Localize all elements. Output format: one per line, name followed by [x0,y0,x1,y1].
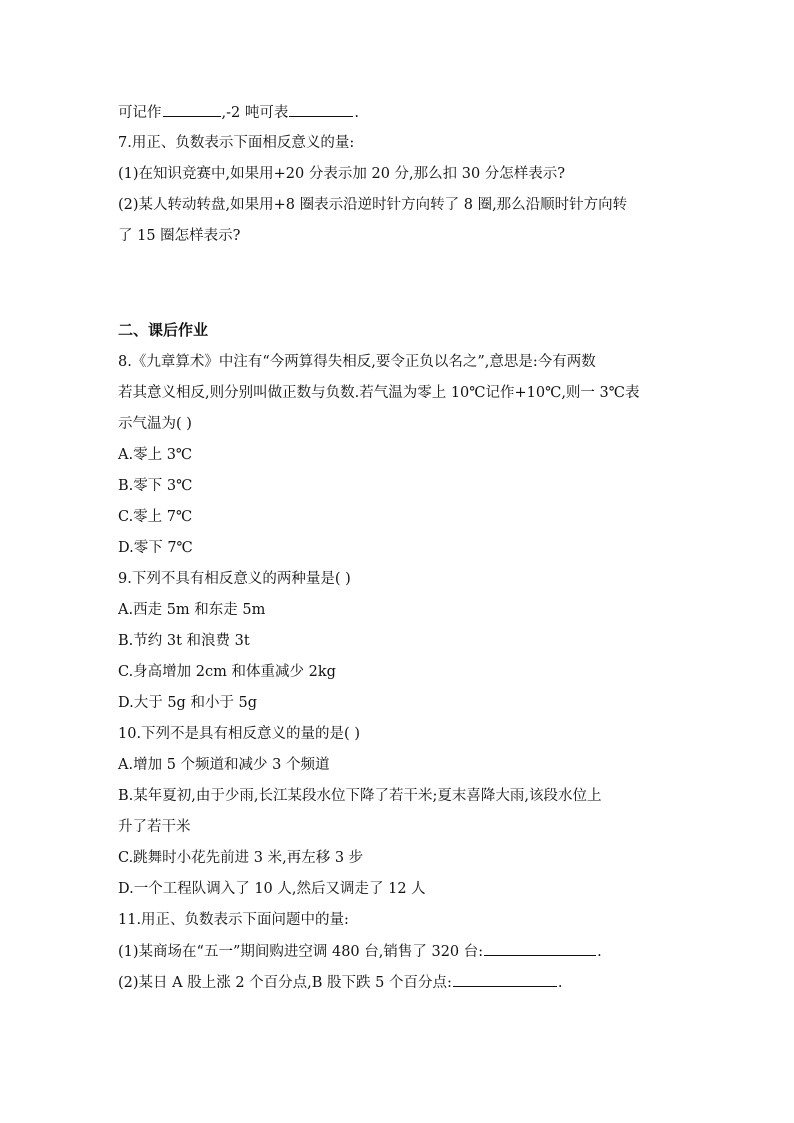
option-10a: A.增加 5 个频道和减少 3 个频道 [118,757,330,773]
option-9a: A.西走 5m 和东走 5m [118,602,266,618]
question-8-line-2: 若其意义相反,则分别叫做正数与负数.若气温为零上 10℃记作+10℃,则一 3℃表 [118,385,640,401]
option-8c: C.零上 7℃ [118,509,193,525]
question-11: 11.用正、负数表示下面问题中的量: [118,912,349,928]
answer-blank[interactable] [163,102,221,117]
question-11-part-2 [118,972,688,993]
option-8a: A.零上 3℃ [118,447,193,463]
option-10d: D.一个工程队调入了 10 人,然后又调走了 12 人 [118,881,426,897]
text: 可记作 [118,105,162,121]
answer-line-7-cont [118,102,688,123]
answer-blank[interactable] [453,972,557,987]
text: . [557,975,563,991]
section-heading-homework: 二、课后作业 [118,321,209,339]
text: ,-2 吨可表 [221,105,289,121]
text: . [354,105,359,121]
option-8d: D.零下 7℃ [118,540,193,556]
option-8b: B.零下 3℃ [118,478,193,494]
option-10b-line-2: 升了若干米 [118,819,191,835]
option-9b: B.节约 3t 和浪费 3t [118,633,250,649]
question-10: 10.下列不是具有相反意义的量的是( ) [118,726,360,742]
text: (2)某日 A 股上涨 2 个百分点,B 股下跌 5 个百分点: [118,975,452,991]
option-10c: C.跳舞时小花先前进 3 米,再左移 3 步 [118,850,364,866]
text: . [597,944,602,960]
question-7-part-1: (1)在知识竞赛中,如果用+20 分表示加 20 分,那么扣 30 分怎样表示? [118,166,566,182]
answer-blank[interactable] [289,102,353,117]
question-8-line-3: 示气温为( ) [118,416,192,432]
option-9d: D.大于 5g 和小于 5g [118,695,258,711]
text: (1)某商场在“五一”期间购进空调 480 台,销售了 320 台: [118,944,484,960]
question-8-line-1: 8.《九章算术》中注有“今两算得失相反,要令正负以名之”,意思是:今有两数 [118,354,596,370]
question-11-part-1 [118,941,688,962]
question-7: 7.用正、负数表示下面相反意义的量: [118,135,355,151]
question-7-part-2-line-1: (2)某人转动转盘,如果用+8 圈表示沿逆时针方向转了 8 圈,那么沿顺时针方向转 [118,197,628,213]
option-9c: C.身高增加 2cm 和体重减少 2kg [118,664,336,680]
question-7-part-2-line-2: 了 15 圈怎样表示? [118,228,241,244]
option-10b-line-1: B.某年夏初,由于少雨,长江某段水位下降了若干米;夏末喜降大雨,该段水位上 [118,788,602,804]
answer-blank[interactable] [484,941,596,956]
question-9: 9.下列不具有相反意义的两种量是( ) [118,571,351,587]
